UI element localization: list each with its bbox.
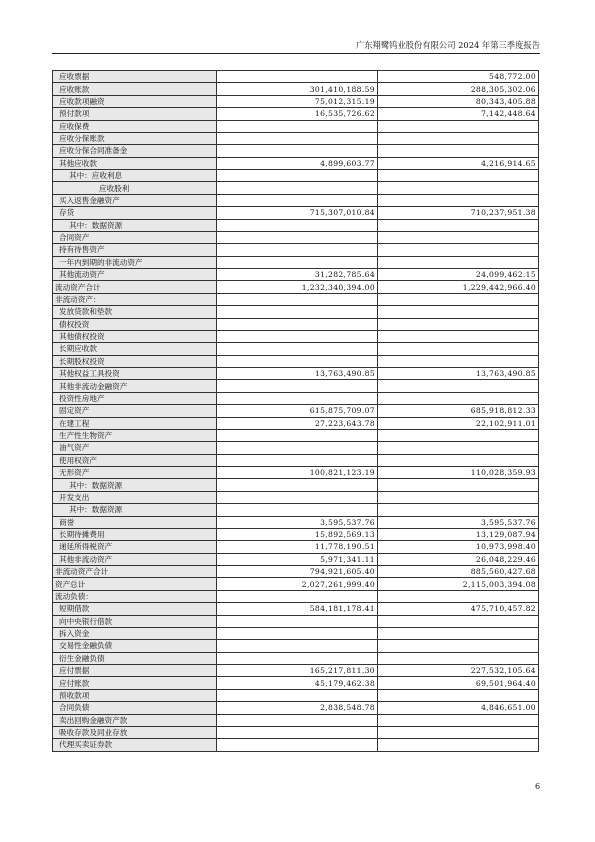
row-label: 商誉 — [53, 516, 217, 528]
row-label: 开发支出 — [53, 491, 217, 503]
current-period-value: 2,027,261,999.40 — [217, 578, 378, 590]
current-period-value — [217, 306, 378, 318]
row-label: 其他非流动资产 — [53, 553, 217, 565]
prior-period-value: 69,501,964.40 — [378, 677, 539, 689]
row-label: 长期股权投资 — [53, 355, 217, 367]
table-row — [53, 132, 539, 144]
prior-period-value: 110,028,359.93 — [378, 467, 539, 479]
current-period-value — [217, 504, 378, 516]
prior-period-value — [378, 306, 539, 318]
prior-period-value: 475,710,457.82 — [378, 603, 539, 615]
current-period-value — [217, 256, 378, 268]
current-period-value — [217, 194, 378, 206]
prior-period-value — [378, 392, 539, 404]
prior-period-value — [378, 219, 539, 231]
row-label: 其中：应收利息 — [53, 170, 217, 182]
table-row — [53, 194, 539, 206]
prior-period-value — [378, 244, 539, 256]
table-row — [53, 207, 539, 219]
current-period-value — [217, 343, 378, 355]
current-period-value: 11,778,190.51 — [217, 541, 378, 553]
row-label: 买入返售金融资产 — [53, 194, 217, 206]
prior-period-value: 548,772.00 — [378, 71, 539, 83]
table-row — [53, 108, 539, 120]
table-row — [53, 355, 539, 367]
prior-period-value: 1,229,442,966.40 — [378, 281, 539, 293]
table-row — [53, 640, 539, 652]
header-divider — [52, 53, 540, 54]
row-label: 应付账款 — [53, 677, 217, 689]
row-label: 其他流动资产 — [53, 269, 217, 281]
prior-period-value: 22,102,911.01 — [378, 417, 539, 429]
current-period-value — [217, 739, 378, 751]
prior-period-value — [378, 627, 539, 639]
current-period-value — [217, 71, 378, 83]
table-row — [53, 318, 539, 330]
current-period-value: 4,899,603.77 — [217, 157, 378, 169]
prior-period-value — [378, 640, 539, 652]
table-row — [53, 689, 539, 701]
prior-period-value — [378, 256, 539, 268]
prior-period-value — [378, 343, 539, 355]
table-row — [53, 244, 539, 256]
current-period-value — [217, 380, 378, 392]
row-label: 应收股利 — [53, 182, 217, 194]
current-period-value — [217, 120, 378, 132]
prior-period-value: 26,048,229.46 — [378, 553, 539, 565]
current-period-value: 45,179,462.38 — [217, 677, 378, 689]
table-row — [53, 83, 539, 95]
table-row — [53, 726, 539, 738]
current-period-value — [217, 652, 378, 664]
current-period-value — [217, 442, 378, 454]
current-period-value — [217, 330, 378, 342]
row-label: 非流动资产合计 — [53, 566, 217, 578]
table-row — [53, 219, 539, 231]
table-row — [53, 739, 539, 751]
table-row — [53, 615, 539, 627]
current-period-value — [217, 219, 378, 231]
row-label: 交易性金融负债 — [53, 640, 217, 652]
table-row — [53, 541, 539, 553]
table-row — [53, 120, 539, 132]
prior-period-value — [378, 479, 539, 491]
prior-period-value — [378, 454, 539, 466]
row-label: 代理买卖证券款 — [53, 739, 217, 751]
row-label: 生产性生物资产 — [53, 429, 217, 441]
current-period-value: 584,181,178.41 — [217, 603, 378, 615]
prior-period-value: 80,343,405.88 — [378, 95, 539, 107]
prior-period-value — [378, 491, 539, 503]
table-row — [53, 652, 539, 664]
prior-period-value — [378, 726, 539, 738]
table-row — [53, 429, 539, 441]
current-period-value: 31,282,785.64 — [217, 269, 378, 281]
prior-period-value — [378, 442, 539, 454]
current-period-value: 2,838,548.78 — [217, 702, 378, 714]
row-label: 油气资产 — [53, 442, 217, 454]
current-period-value — [217, 491, 378, 503]
current-period-value: 27,223,643.78 — [217, 417, 378, 429]
prior-period-value — [378, 739, 539, 751]
row-label: 其中：数据资源 — [53, 219, 217, 231]
prior-period-value: 24,099,462.15 — [378, 269, 539, 281]
current-period-value — [217, 479, 378, 491]
table-row — [53, 306, 539, 318]
prior-period-value — [378, 132, 539, 144]
prior-period-value — [378, 182, 539, 194]
current-period-value — [217, 627, 378, 639]
table-row — [53, 504, 539, 516]
prior-period-value — [378, 293, 539, 305]
table-row — [53, 182, 539, 194]
current-period-value: 16,535,726.62 — [217, 108, 378, 120]
table-row — [53, 145, 539, 157]
current-period-value — [217, 318, 378, 330]
table-row — [53, 157, 539, 169]
current-period-value — [217, 714, 378, 726]
table-row — [53, 702, 539, 714]
table-row — [53, 95, 539, 107]
row-label: 其他应收款 — [53, 157, 217, 169]
row-label: 持有待售资产 — [53, 244, 217, 256]
balance-sheet-table — [52, 70, 539, 752]
table-row — [53, 256, 539, 268]
row-label: 向中央银行借款 — [53, 615, 217, 627]
table-row — [53, 330, 539, 342]
row-label: 固定资产 — [53, 405, 217, 417]
row-label: 资产总计 — [53, 578, 217, 590]
prior-period-value — [378, 145, 539, 157]
table-row — [53, 566, 539, 578]
prior-period-value — [378, 330, 539, 342]
current-period-value: 13,763,490.85 — [217, 368, 378, 380]
prior-period-value — [378, 231, 539, 243]
prior-period-value — [378, 689, 539, 701]
row-label: 预收款项 — [53, 689, 217, 701]
row-label: 在建工程 — [53, 417, 217, 429]
balance-sheet-body — [53, 71, 539, 752]
table-row — [53, 627, 539, 639]
prior-period-value — [378, 504, 539, 516]
table-row — [53, 677, 539, 689]
table-row — [53, 578, 539, 590]
prior-period-value — [378, 170, 539, 182]
prior-period-value — [378, 714, 539, 726]
page-header — [52, 38, 540, 54]
prior-period-value — [378, 652, 539, 664]
row-label: 应收保费 — [53, 120, 217, 132]
table-row — [53, 368, 539, 380]
prior-period-value: 685,918,812.33 — [378, 405, 539, 417]
prior-period-value: 7,142,448.64 — [378, 108, 539, 120]
table-row — [53, 343, 539, 355]
current-period-value — [217, 392, 378, 404]
row-label: 长期待摊费用 — [53, 528, 217, 540]
table-row — [53, 454, 539, 466]
row-label: 其中：数据资源 — [53, 504, 217, 516]
prior-period-value: 288,305,302.06 — [378, 83, 539, 95]
row-label: 应收账款 — [53, 83, 217, 95]
row-label: 存货 — [53, 207, 217, 219]
prior-period-value — [378, 380, 539, 392]
prior-period-value: 2,115,003,394.08 — [378, 578, 539, 590]
current-period-value — [217, 231, 378, 243]
prior-period-value — [378, 194, 539, 206]
page-number: 6 — [535, 782, 541, 791]
table-row — [53, 269, 539, 281]
prior-period-value — [378, 615, 539, 627]
current-period-value — [217, 590, 378, 602]
prior-period-value — [378, 429, 539, 441]
table-row — [53, 491, 539, 503]
row-label: 长期应收款 — [53, 343, 217, 355]
current-period-value — [217, 132, 378, 144]
row-label: 预付款项 — [53, 108, 217, 120]
prior-period-value — [378, 355, 539, 367]
prior-period-value: 227,532,105.64 — [378, 665, 539, 677]
row-label: 流动资产合计 — [53, 281, 217, 293]
row-label: 一年内到期的非流动资产 — [53, 256, 217, 268]
current-period-value: 165,217,811.30 — [217, 665, 378, 677]
current-period-value — [217, 726, 378, 738]
table-row — [53, 170, 539, 182]
row-label: 其他非流动金融资产 — [53, 380, 217, 392]
row-label: 短期借款 — [53, 603, 217, 615]
current-period-value: 3,595,537.76 — [217, 516, 378, 528]
table-row — [53, 442, 539, 454]
row-label: 使用权资产 — [53, 454, 217, 466]
table-row — [53, 714, 539, 726]
table-row — [53, 417, 539, 429]
row-label: 拆入资金 — [53, 627, 217, 639]
current-period-value — [217, 170, 378, 182]
current-period-value — [217, 293, 378, 305]
prior-period-value: 10,973,998.40 — [378, 541, 539, 553]
row-label: 发放贷款和垫款 — [53, 306, 217, 318]
row-label: 投资性房地产 — [53, 392, 217, 404]
current-period-value: 615,875,709.07 — [217, 405, 378, 417]
row-label: 合同负债 — [53, 702, 217, 714]
row-label: 其他权益工具投资 — [53, 368, 217, 380]
prior-period-value: 13,763,490.85 — [378, 368, 539, 380]
row-label: 应收分保账款 — [53, 132, 217, 144]
prior-period-value — [378, 120, 539, 132]
current-period-value — [217, 640, 378, 652]
row-label: 卖出回购金融资产款 — [53, 714, 217, 726]
current-period-value — [217, 454, 378, 466]
table-row — [53, 231, 539, 243]
row-label: 吸收存款及同业存放 — [53, 726, 217, 738]
row-label: 应付票据 — [53, 665, 217, 677]
current-period-value: 5,971,341.11 — [217, 553, 378, 565]
table-row — [53, 603, 539, 615]
table-row — [53, 528, 539, 540]
current-period-value — [217, 244, 378, 256]
table-row — [53, 665, 539, 677]
current-period-value: 715,307,010.84 — [217, 207, 378, 219]
row-label: 其中：数据资源 — [53, 479, 217, 491]
row-label: 应收分保合同准备金 — [53, 145, 217, 157]
prior-period-value: 710,237,951.38 — [378, 207, 539, 219]
report-title: 广东翔鹭钨业股份有限公司 2024 年第三季度报告 — [355, 40, 540, 50]
current-period-value — [217, 355, 378, 367]
current-period-value: 100,821,123.19 — [217, 467, 378, 479]
current-period-value: 75,012,315.19 — [217, 95, 378, 107]
table-row — [53, 71, 539, 83]
current-period-value: 794,921,605.40 — [217, 566, 378, 578]
row-label: 应收款项融资 — [53, 95, 217, 107]
row-label: 递延所得税资产 — [53, 541, 217, 553]
prior-period-value: 4,846,651.00 — [378, 702, 539, 714]
row-label: 债权投资 — [53, 318, 217, 330]
table-row — [53, 281, 539, 293]
current-period-value: 15,892,569.13 — [217, 528, 378, 540]
prior-period-value — [378, 590, 539, 602]
table-row — [53, 392, 539, 404]
current-period-value — [217, 615, 378, 627]
table-row — [53, 467, 539, 479]
prior-period-value: 13,129,087.94 — [378, 528, 539, 540]
table-row — [53, 516, 539, 528]
prior-period-value: 885,560,427.68 — [378, 566, 539, 578]
current-period-value — [217, 429, 378, 441]
table-row — [53, 293, 539, 305]
row-label: 合同资产 — [53, 231, 217, 243]
current-period-value: 1,232,340,394.00 — [217, 281, 378, 293]
row-label: 流动负债： — [53, 590, 217, 602]
current-period-value — [217, 689, 378, 701]
row-label: 无形资产 — [53, 467, 217, 479]
current-period-value: 301,410,188.59 — [217, 83, 378, 95]
current-period-value — [217, 145, 378, 157]
row-label: 应收票据 — [53, 71, 217, 83]
table-row — [53, 405, 539, 417]
table-row — [53, 553, 539, 565]
prior-period-value: 3,595,537.76 — [378, 516, 539, 528]
prior-period-value — [378, 318, 539, 330]
row-label: 衍生金融负债 — [53, 652, 217, 664]
current-period-value — [217, 182, 378, 194]
table-row — [53, 590, 539, 602]
row-label: 非流动资产： — [53, 293, 217, 305]
row-label: 其他债权投资 — [53, 330, 217, 342]
prior-period-value: 4,216,914.65 — [378, 157, 539, 169]
table-row — [53, 479, 539, 491]
table-row — [53, 380, 539, 392]
